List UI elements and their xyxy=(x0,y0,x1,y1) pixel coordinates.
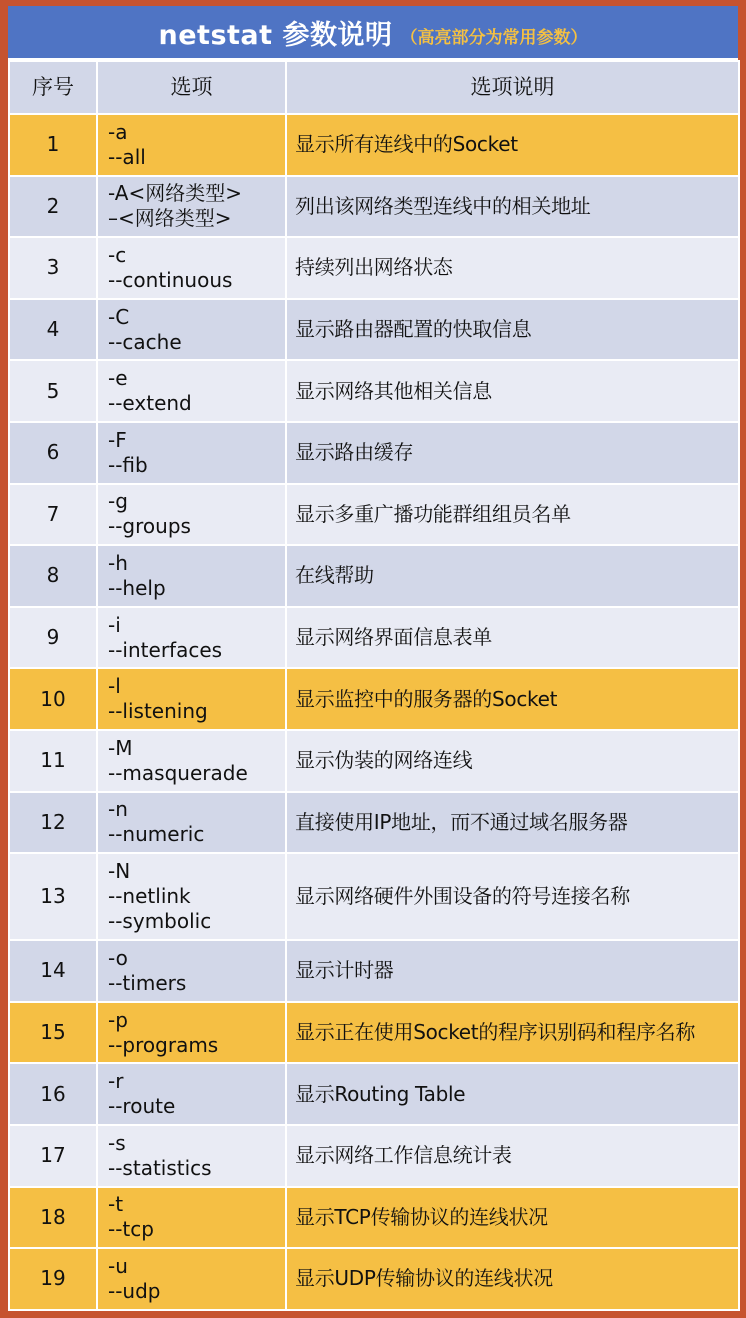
table-row xyxy=(9,422,739,484)
table-row xyxy=(9,853,739,940)
option-flag: -F xyxy=(108,427,127,452)
row-number: 4 xyxy=(9,299,97,361)
row-description: 显示UDP传输协议的连线状况 xyxy=(286,1248,739,1310)
table-container xyxy=(8,6,738,1311)
row-number: 12 xyxy=(9,792,97,854)
row-option xyxy=(97,114,286,176)
row-description: 持续列出网络状态 xyxy=(286,237,739,299)
row-option xyxy=(97,792,286,854)
option-flag: --route xyxy=(108,1094,176,1119)
row-option xyxy=(97,853,286,940)
table-row xyxy=(9,1187,739,1249)
row-number: 16 xyxy=(9,1063,97,1125)
option-flag: --groups xyxy=(108,514,191,539)
option-flag: –<网络类型> xyxy=(108,206,232,231)
table-row xyxy=(9,668,739,730)
row-option xyxy=(97,668,286,730)
option-flag: -l xyxy=(108,674,121,699)
page-title: netstat 参数说明 xyxy=(158,19,393,51)
option-flag: -e xyxy=(108,366,128,391)
option-flag: -c xyxy=(108,242,127,267)
option-flag: -r xyxy=(108,1069,124,1094)
header-option: 选项 xyxy=(97,61,286,114)
option-flag: -C xyxy=(108,304,130,329)
row-number: 1 xyxy=(9,114,97,176)
option-flag: -n xyxy=(108,797,128,822)
row-number: 14 xyxy=(9,940,97,1002)
row-number: 15 xyxy=(9,1002,97,1064)
row-number: 11 xyxy=(9,730,97,792)
row-description: 显示正在使用Socket的程序识别码和程序名称 xyxy=(286,1002,739,1064)
row-description: 显示监控中的服务器的Socket xyxy=(286,668,739,730)
row-option xyxy=(97,1187,286,1249)
row-option xyxy=(97,940,286,1002)
table-row xyxy=(9,299,739,361)
row-number: 10 xyxy=(9,668,97,730)
row-option xyxy=(97,730,286,792)
option-flag: --programs xyxy=(108,1032,219,1057)
table-row xyxy=(9,730,739,792)
row-description: 显示网络硬件外围设备的符号连接名称 xyxy=(286,853,739,940)
params-table xyxy=(8,60,740,1311)
option-flag: -t xyxy=(108,1192,124,1217)
row-option xyxy=(97,545,286,607)
row-number: 13 xyxy=(9,853,97,940)
option-flag: --timers xyxy=(108,970,187,995)
option-flag: -o xyxy=(108,945,128,970)
row-description: 显示所有连线中的Socket xyxy=(286,114,739,176)
option-flag: --help xyxy=(108,575,166,600)
table-row xyxy=(9,114,739,176)
row-option xyxy=(97,1063,286,1125)
option-flag: --numeric xyxy=(108,822,205,847)
row-option xyxy=(97,1125,286,1187)
row-description: 显示路由缓存 xyxy=(286,422,739,484)
option-flag: --symbolic xyxy=(108,909,212,934)
row-description: 显示TCP传输协议的连线状况 xyxy=(286,1187,739,1249)
row-description: 在线帮助 xyxy=(286,545,739,607)
option-flag: --all xyxy=(108,144,146,169)
row-option xyxy=(97,176,286,238)
row-description: 显示计时器 xyxy=(286,940,739,1002)
option-flag: --udp xyxy=(108,1278,161,1303)
row-description: 列出该网络类型连线中的相关地址 xyxy=(286,176,739,238)
row-option xyxy=(97,237,286,299)
row-option xyxy=(97,422,286,484)
table-body xyxy=(9,114,739,1310)
header-description: 选项说明 xyxy=(286,61,739,114)
option-flag: -a xyxy=(108,119,128,144)
option-flag: --masquerade xyxy=(108,760,248,785)
table-row xyxy=(9,237,739,299)
row-number: 5 xyxy=(9,360,97,422)
row-description: 显示多重广播功能群组组员名单 xyxy=(286,484,739,546)
option-flag: -h xyxy=(108,550,128,575)
row-description: 显示Routing Table xyxy=(286,1063,739,1125)
option-flag: --netlink xyxy=(108,884,191,909)
table-row xyxy=(9,1248,739,1310)
row-number: 3 xyxy=(9,237,97,299)
option-flag: --continuous xyxy=(108,267,233,292)
row-option xyxy=(97,484,286,546)
row-description: 直接使用IP地址，而不通过域名服务器 xyxy=(286,792,739,854)
option-flag: --tcp xyxy=(108,1217,154,1242)
table-row xyxy=(9,607,739,669)
row-description: 显示网络其他相关信息 xyxy=(286,360,739,422)
header-row xyxy=(9,61,739,114)
option-flag: --fib xyxy=(108,452,148,477)
option-flag: -u xyxy=(108,1253,128,1278)
row-number: 18 xyxy=(9,1187,97,1249)
option-flag: --listening xyxy=(108,699,208,724)
option-flag: -p xyxy=(108,1007,128,1032)
option-flag: --interfaces xyxy=(108,637,223,662)
table-row xyxy=(9,176,739,238)
row-number: 19 xyxy=(9,1248,97,1310)
option-flag: -A<网络类型> xyxy=(108,181,242,206)
table-row xyxy=(9,545,739,607)
title-bar xyxy=(8,6,738,60)
header-number: 序号 xyxy=(9,61,97,114)
row-option xyxy=(97,299,286,361)
row-option xyxy=(97,1002,286,1064)
option-flag: -g xyxy=(108,489,128,514)
option-flag: -M xyxy=(108,735,133,760)
table-row xyxy=(9,1002,739,1064)
option-flag: -i xyxy=(108,612,121,637)
table-row xyxy=(9,792,739,854)
option-flag: -s xyxy=(108,1130,126,1155)
option-flag: --statistics xyxy=(108,1155,212,1180)
row-number: 6 xyxy=(9,422,97,484)
table-row xyxy=(9,1125,739,1187)
title-note: （高亮部分为常用参数） xyxy=(400,27,588,48)
table-row xyxy=(9,1063,739,1125)
table-row xyxy=(9,940,739,1002)
row-number: 9 xyxy=(9,607,97,669)
option-flag: --cache xyxy=(108,329,182,354)
table-row xyxy=(9,484,739,546)
row-option xyxy=(97,1248,286,1310)
row-number: 7 xyxy=(9,484,97,546)
row-description: 显示网络工作信息统计表 xyxy=(286,1125,739,1187)
option-flag: --extend xyxy=(108,391,192,416)
row-number: 2 xyxy=(9,176,97,238)
row-option xyxy=(97,360,286,422)
row-description: 显示网络界面信息表单 xyxy=(286,607,739,669)
row-number: 8 xyxy=(9,545,97,607)
row-description: 显示路由器配置的快取信息 xyxy=(286,299,739,361)
option-flag: -N xyxy=(108,859,131,884)
row-description: 显示伪装的网络连线 xyxy=(286,730,739,792)
table-row xyxy=(9,360,739,422)
row-number: 17 xyxy=(9,1125,97,1187)
row-option xyxy=(97,607,286,669)
